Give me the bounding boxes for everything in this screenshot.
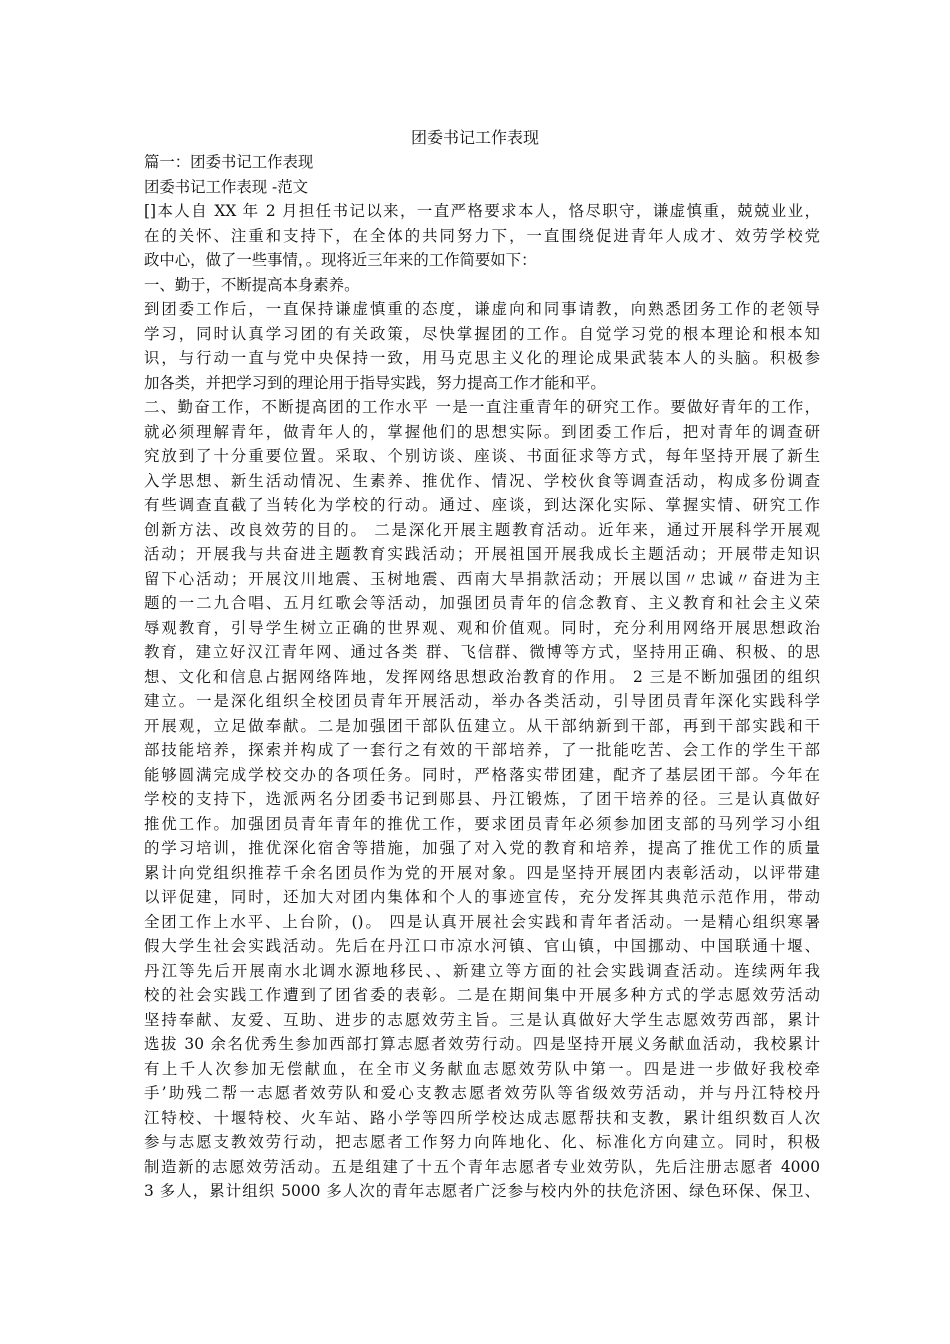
text-line: 团委书记工作表现 -范文 [144,177,308,196]
text-line: 创新方法、改良效劳的目的。 二是深化开展主题教育活动。近年来，通过开展科学开展观 [144,520,820,539]
text-line: 入学思想、新生活动情况、生素养、推优作、情况、学校伙食等调查活动，构成多份调查 [144,471,820,490]
text-line: []本人自 XX 年 2 月担任书记以来，一直严格要求本人，恪尽职守，谦虚慎重，兢兢业业， [144,202,820,220]
text-line: 累计向党组织推荐千余名团员作为党的开展对象。四是坚持开展团内表彰活动，以评带建 [144,863,820,882]
text-line: 学习，同时认真学习团的有关政策，尽快掌握团的工作。自觉学习党的根本理论和根本知 [144,324,820,343]
text-line: 3 多人，累计组织 5000 多人次的青年志愿者广泛参与校内外的扶危济困、绿色环保、保卫、 [144,1182,820,1200]
text-line: 教育，建立好汉江青年网、通过各类 群、飞信群、微博等方式，坚持用正确、积极、的思 [144,643,820,661]
text-line: 有些调查直截了当转化为学校的行动。通过、座谈，到达深化实际、掌握实情、研究工作 [144,496,820,514]
text-line: 推优工作。加强团员青年青年的推优工作，要求团员青年必须参加团支部的马列学习小组 [144,814,820,833]
text-line: 部技能培养，探索并构成了一套行之有效的干部培养，了一批能吃苦、会工作的学生干部 [144,741,820,759]
text-line: 一、勤于，不断提高本身素养。 [144,275,360,294]
text-line: 以评促建，同时，还加大对团内集体和个人的事迹宣传，充分发挥其典范示范作用，带动 [144,888,820,906]
text-line: 假大学生社会实践活动。先后在丹江口市凉水河镇、官山镇，中国挪动、中国联通十堰、 [144,937,820,955]
text-line: 活动；开展我与共奋进主题教育实践活动；开展祖国开展我成长主题活动；开展带走知识 [144,545,820,563]
text-line: 识，与行动一直与党中央保持一致，用马克思主义化的理论成果武装本人的头脑。积极参 [144,349,820,367]
text-line: 辱观教育，引导学生树立正确的世界观、观和价值观。同时，充分利用网络开展思想政治 [144,618,820,637]
text-line: 究放到了十分重要位置。采取、个别访谈、座谈、书面征求等方式，每年坚持开展了新生 [144,447,820,465]
text-line: 江特校、十堰特校、火车站、路小学等四所学校达成志愿帮扶和支教，累计组织数百人次 [144,1108,820,1127]
text-line: 建立。一是深化组织全校团员青年开展活动，举办各类活动，引导团员青年深化实践科学 [144,692,820,710]
text-line: 学校的支持下，选派两名分团委书记到郧县、丹江锻炼，了团干培养的径。三是认真做好 [144,790,820,808]
text-line: 丹江等先后开展南水北调水源地移民、、新建立等方面的社会实践调查活动。连续两年我 [144,961,820,980]
text-line: 就必须理解青年，做青年人的，掌握他们的思想实际。到团委工作后，把对青年的调查研 [144,422,820,441]
document-body [144,150,820,1204]
text-line: 参与志愿支教效劳行动，把志愿者工作努力向阵地化、化、标准化方向建立。同时，积极 [144,1133,820,1151]
text-line: 全团工作上水平、上台阶，()。 四是认真开展社会实践和青年者活动。一是精心组织寒暑 [144,912,820,931]
text-line: 选拔 30 余名优秀生参加西部打算志愿者效劳行动。四是坚持开展义务献血活动，我校累计 [144,1035,820,1053]
text-line: 篇一：团委书记工作表现 [144,153,314,171]
text-line: 开展观，立足做奉献。二是加强团干部队伍建立。从干部纳新到干部，再到干部实践和干 [144,716,820,735]
document-title: 团委书记工作表现 [410,128,539,147]
text-line: 政中心，做了一些事情，。现将近三年来的工作简要如下： [144,251,537,269]
text-line: 题的一二九合唱、五月红歌会等活动，加强团员青年的信念教育、主义教育和社会主义荣 [144,594,820,612]
text-line: 校的社会实践工作遭到了团省委的表彰。二是在期间集中开展多种方式的学志愿效劳活动 [144,986,820,1004]
text-line: 留下心活动；开展汶川地震、玉树地震、西南大旱捐款活动；开展以国〃忠诚〃奋进为主 [144,569,820,588]
text-line: 坚持奉献、友爱、互助、进步的志愿效劳主旨。三是认真做好大学生志愿效劳西部，累计 [144,1010,820,1029]
text-line: 制造新的志愿效劳活动。五是组建了十五个青年志愿者专业效劳队，先后注册志愿者 4000 [144,1157,820,1176]
text-line: 在的关怀、注重和支持下，在全体的共同努力下，一直围绕促进青年人成才、效劳学校党 [144,226,820,245]
text-line: 想、文化和信息占据网络阵地，发挥网络思想政治教育的作用。 2 三是不断加强团的组织 [144,667,820,686]
text-line: 二、勤奋工作，不断提高团的工作水平 一是一直注重青年的研究工作。要做好青年的工作， [144,398,820,416]
text-line: 的学习培训，推优深化宿舍等措施，加强了对入党的教育和培养，提高了推优工作的质量 [144,839,820,857]
text-line: 有上千人次参加无偿献血，在全市义务献血志愿效劳队中第一。四是进一步做好我校牵 [144,1059,820,1078]
text-line: 到团委工作后，一直保持谦虚慎重的态度，谦虚向和同事请教，向熟悉团务工作的老领导 [144,300,820,318]
text-line: 加各类，并把学习到的理论用于指导实践，努力提高工作才能和平。 [144,373,606,392]
text-line: 手’助残二帮一志愿者效劳队和爱心支教志愿者效劳队等省级效劳活动，并与丹江特校丹 [144,1084,820,1102]
text-line: 能够圆满完成学校交办的各项任务。同时，严格落实带团建，配齐了基层团干部。今年在 [144,765,820,784]
